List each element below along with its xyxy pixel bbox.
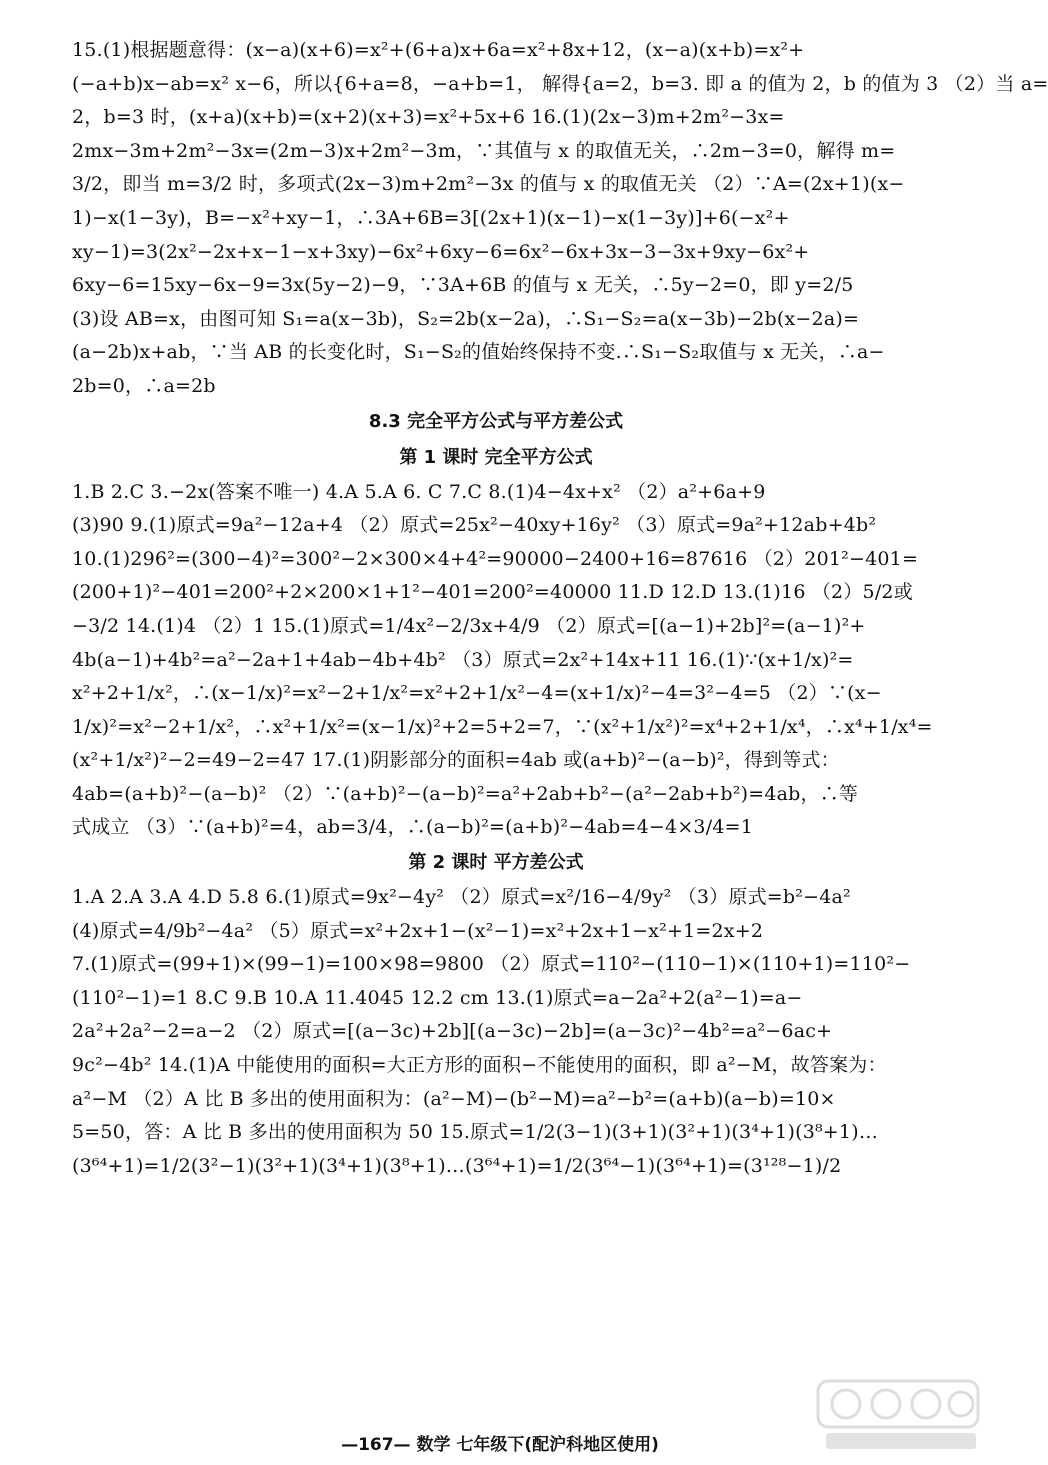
answer-line: 4ab=(a+b)²−(a−b)² （2）∵(a+b)²−(a−b)²=a²+2ab+b²−(a²−2ab+b²)=4ab，∴等 — [72, 782, 859, 805]
answer-line: 2a²+2a²−2=a−2 （2）原式=[(a−3c)+2b][(a−3c)−2b]=(a−3c)²−4b²=a²−6ac+ — [72, 1020, 833, 1043]
lesson1-title: 第 1 课时 完全平方公式 — [399, 446, 593, 468]
answer-line: 式成立 （3）∵(a+b)²=4，ab=3/4，∴(a−b)²=(a+b)²−4ab=4−4×3/4=1 — [72, 816, 754, 839]
part1-block — [72, 34, 1048, 404]
answer-line: 6xy−6=15xy−6x−9=3x(5y−2)−9，∵3A+6B 的值与 x 无关，∴5y−2=0，即 y=2/5 — [72, 274, 854, 297]
answer-line: (a−2b)x+ab，∵当 AB 的长变化时，S₁−S₂的值始终保持不变.∴S₁−S₂取值与 x 无关，∴a− — [72, 341, 885, 364]
answer-line: −3/2 14.(1)4 （2）1 15.(1)原式=1/4x²−2/3x+4/9 （2）原式=[(a−1)+2b]²=(a−1)²+ — [72, 614, 866, 637]
answer-line: 4b(a−1)+4b²=a²−2a+1+4ab−4b+4b² （3）原式=2x²+14x+11 16.(1)∵(x+1/x)²= — [72, 648, 854, 671]
answer-line: 3/2，即当 m=3/2 时，多项式(2x−3)m+2m²−3x 的值与 x 的取值无关 （2）∵A=(2x+1)(x− — [72, 173, 905, 196]
answer-line: (3)设 AB=x，由图可知 S₁=a(x−3b)，S₂=2b(x−2a)，∴S₁−S₂=a(x−3b)−2b(x−2a)= — [72, 307, 860, 330]
part3-block — [72, 881, 920, 1183]
answer-line: (−a+b)x−ab=x² x−6，所以{6+a=8，−a+b=1， 解得{a=2，b=3. 即 a 的值为 2，b 的值为 3 （2）当 a= — [72, 72, 1048, 95]
answer-line: 15.(1)根据题意得：(x−a)(x+6)=x²+(6+a)x+6a=x²+8x+12，(x−a)(x+b)=x²+ — [72, 39, 805, 61]
answer-line: 10.(1)296²=(300−4)²=300²−2×300×4+4²=90000−2400+16=87616 （2）201²−401= — [72, 547, 919, 570]
answer-line: (4)原式=4/9b²−4a² （5）原式=x²+2x+1−(x²−1)=x²+2x+1−x²+1=2x+2 — [72, 919, 764, 942]
answer-line: 2mx−3m+2m²−3x=(2m−3)x+2m²−3m，∵其值与 x 的取值无关，∴2m−3=0，解得 m= — [72, 139, 896, 162]
answer-content — [72, 34, 1048, 1183]
lesson2-title: 第 2 课时 平方差公式 — [408, 852, 584, 874]
answer-line: 1.B 2.C 3.−2x(答案不唯一) 4.A 5.A 6. C 7.C 8.(1)4−4x+x² （2）a²+6a+9 — [72, 480, 766, 503]
answer-line: (110²−1)=1 8.C 9.B 10.A 11.4045 12.2 cm 13.(1)原式=a−2a²+2(a²−1)=a− — [72, 986, 803, 1009]
answer-line: (3)90 9.(1)原式=9a²−12a+4 （2）原式=25x²−40xy+16y² （3）原式=9a²+12ab+4b² — [72, 514, 877, 537]
answer-line: x²+2+1/x²，∴(x−1/x)²=x²−2+1/x²=x²+2+1/x²−4=(x+1/x)²−4=3²−4=5 （2）∵(x− — [72, 682, 882, 705]
watermark-logo — [816, 1375, 986, 1455]
answer-line: 2，b=3 时，(x+a)(x+b)=(x+2)(x+3)=x²+5x+6 16.(1)(2x−3)m+2m²−3x= — [72, 106, 785, 129]
answer-line: 1/x)²=x²−2+1/x²，∴x²+1/x²=(x−1/x)²+2=5+2=7，∵(x²+1/x²)²=x⁴+2+1/x⁴，∴x⁴+1/x⁴= — [72, 715, 933, 738]
page-footer: —167— 数学 七年级下(配沪科地区使用) — [341, 1435, 659, 1455]
answer-line: a²−M （2）A 比 B 多出的使用面积为：(a²−M)−(b²−M)=a²−b²=(a+b)(a−b)=10× — [72, 1087, 836, 1110]
answer-line: 2b=0，∴a=2b — [72, 374, 216, 397]
answer-line: (x²+1/x²)²−2=49−2=47 17.(1)阴影部分的面积=4ab 或(a+b)²−(a−b)²，得到等式： — [72, 749, 840, 772]
answer-line: 7.(1)原式=(99+1)×(99−1)=100×98=9800 （2）原式=110²−(110−1)×(110+1)=110²− — [72, 953, 911, 976]
answer-line: 1.A 2.A 3.A 4.D 5.8 6.(1)原式=9x²−4y² （2）原式=x²/16−4/9y² （3）原式=b²−4a² — [72, 886, 851, 909]
section-title: 8.3 完全平方公式与平方差公式 — [368, 410, 624, 432]
part2-block — [72, 476, 933, 846]
answer-line: 5=50，答：A 比 B 多出的使用面积为 50 15.原式=1/2(3−1)(3+1)(3²+1)(3⁴+1)(3⁸+1)… — [72, 1121, 879, 1144]
answer-line: 9c²−4b² 14.(1)A 中能使用的面积=大正方形的面积−不能使用的面积，即 a²−M，故答案为： — [72, 1054, 887, 1077]
answer-line: (3⁶⁴+1)=1/2(3²−1)(3²+1)(3⁴+1)(3⁸+1)…(3⁶⁴+1)=1/2(3⁶⁴−1)(3⁶⁴+1)=(3¹²⁸−1)/2 — [72, 1154, 842, 1177]
answer-line: 1)−x(1−3y)，B=−x²+xy−1，∴3A+6B=3[(2x+1)(x−1)−x(1−3y)]+6(−x²+ — [72, 206, 790, 229]
answer-line: xy−1)=3(2x²−2x+x−1−x+3xy)−6x²+6xy−6=6x²−6x+3x−3−3x+9xy−6x²+ — [72, 240, 810, 263]
answer-line: (200+1)²−401=200²+2×200×1+1²−401=200²=40000 11.D 12.D 13.(1)16 （2）5/2或 — [72, 581, 913, 604]
